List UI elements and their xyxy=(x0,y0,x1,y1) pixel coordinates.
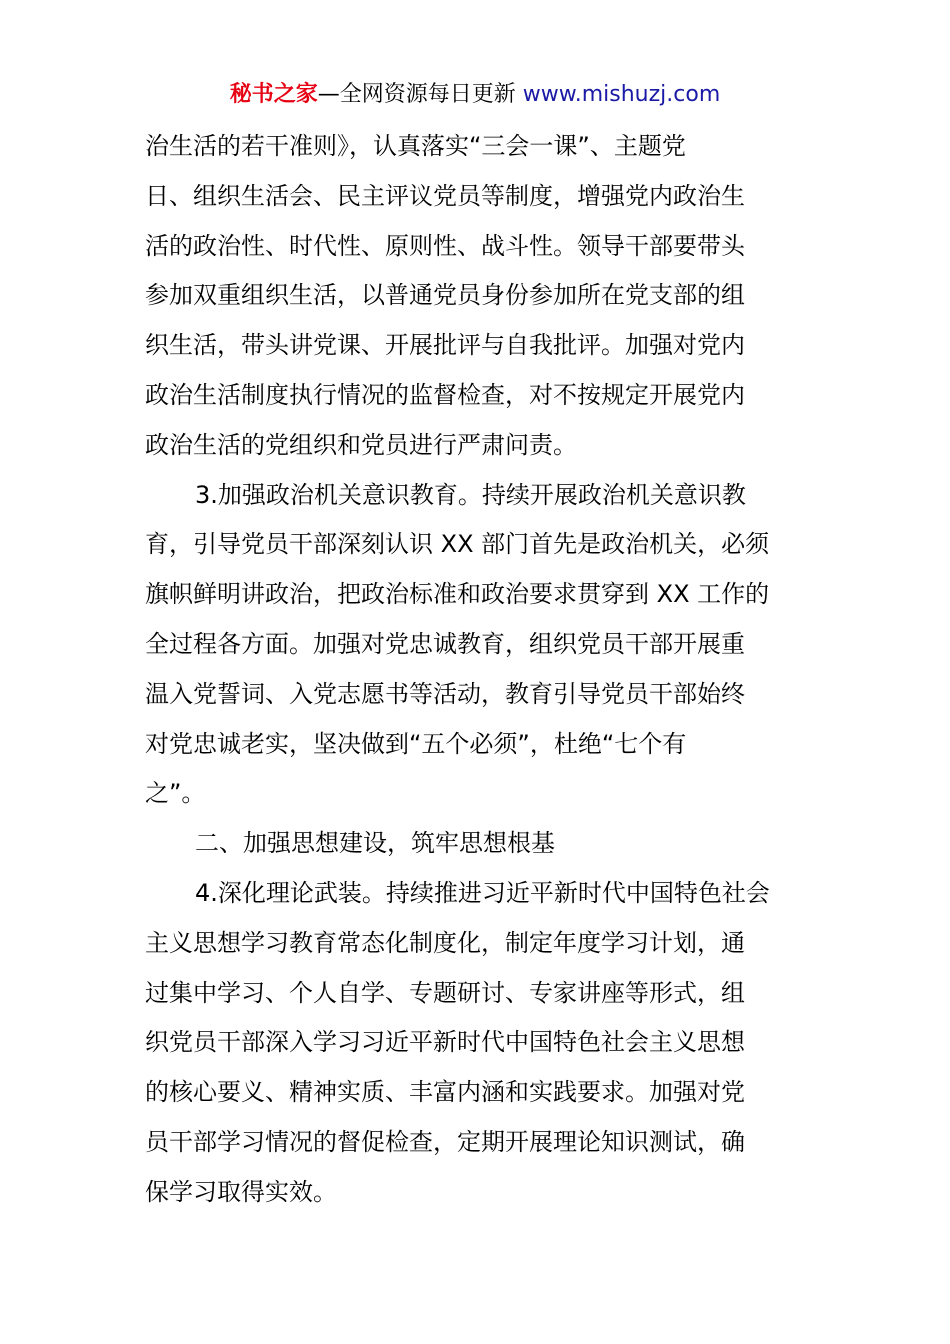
text-line: 活的政治性、时代性、原则性、战斗性。领导干部要带头 xyxy=(145,231,745,260)
text-line: 温入党誓词、入党志愿书等活动，教育引导党员干部始终 xyxy=(145,679,745,708)
text-line: 政治生活的党组织和党员进行严肃问责。 xyxy=(145,430,577,459)
text-line: 育，引导党员干部深刻认识 XX 部门首先是政治机关，必须 xyxy=(145,530,770,559)
section-heading: 二、加强思想建设，筑牢思想根基 xyxy=(195,829,555,858)
text-line: 政治生活制度执行情况的监督检查，对不按规定开展党内 xyxy=(145,380,745,409)
header-slogan: —全网资源每日更新 xyxy=(317,82,523,107)
text-line: 治生活的若干准则》，认真落实“三会一课”、主题党 xyxy=(145,132,686,160)
text-line: 保学习取得实效。 xyxy=(145,1177,337,1206)
text-line: 旗帜鲜明讲政治，把政治标准和政治要求贯穿到 XX 工作的 xyxy=(145,580,770,609)
text-line: 主义思想学习教育常态化制度化，制定年度学习计划，通 xyxy=(145,928,745,957)
text-line: 织生活，带头讲党课、开展批评与自我批评。加强对党内 xyxy=(145,331,745,360)
site-header xyxy=(0,78,950,112)
document-body xyxy=(145,122,810,1218)
paragraph-3-start: 3.加强政治机关意识教育。持续开展政治机关意识教 xyxy=(195,480,746,509)
text-line: 的核心要义、精神实质、丰富内涵和实践要求。加强对党 xyxy=(145,1078,745,1107)
text-line: 参加双重组织生活，以普通党员身份参加所在党支部的组 xyxy=(145,281,745,310)
text-line: 日、组织生活会、民主评议党员等制度，增强党内政治生 xyxy=(145,181,745,210)
brand-name: 秘书之家 xyxy=(229,82,318,107)
paragraph-4-start: 4.深化理论武装。持续推进习近平新时代中国特色社会 xyxy=(195,878,770,907)
text-line: 之”。 xyxy=(145,779,206,808)
text-line: 全过程各方面。加强对党忠诚教育，组织党员干部开展重 xyxy=(145,629,745,658)
site-url-link[interactable]: www.mishuzj.com xyxy=(522,82,721,107)
text-line: 员干部学习情况的督促检查，定期开展理论知识测试，确 xyxy=(145,1127,745,1156)
text-line: 织党员干部深入学习习近平新时代中国特色社会主义思想 xyxy=(145,1028,745,1057)
text-line: 过集中学习、个人自学、专题研讨、专家讲座等形式，组 xyxy=(145,978,745,1007)
text-line: 对党忠诚老实，坚决做到“五个必须”，杜绝“七个有 xyxy=(145,729,687,758)
